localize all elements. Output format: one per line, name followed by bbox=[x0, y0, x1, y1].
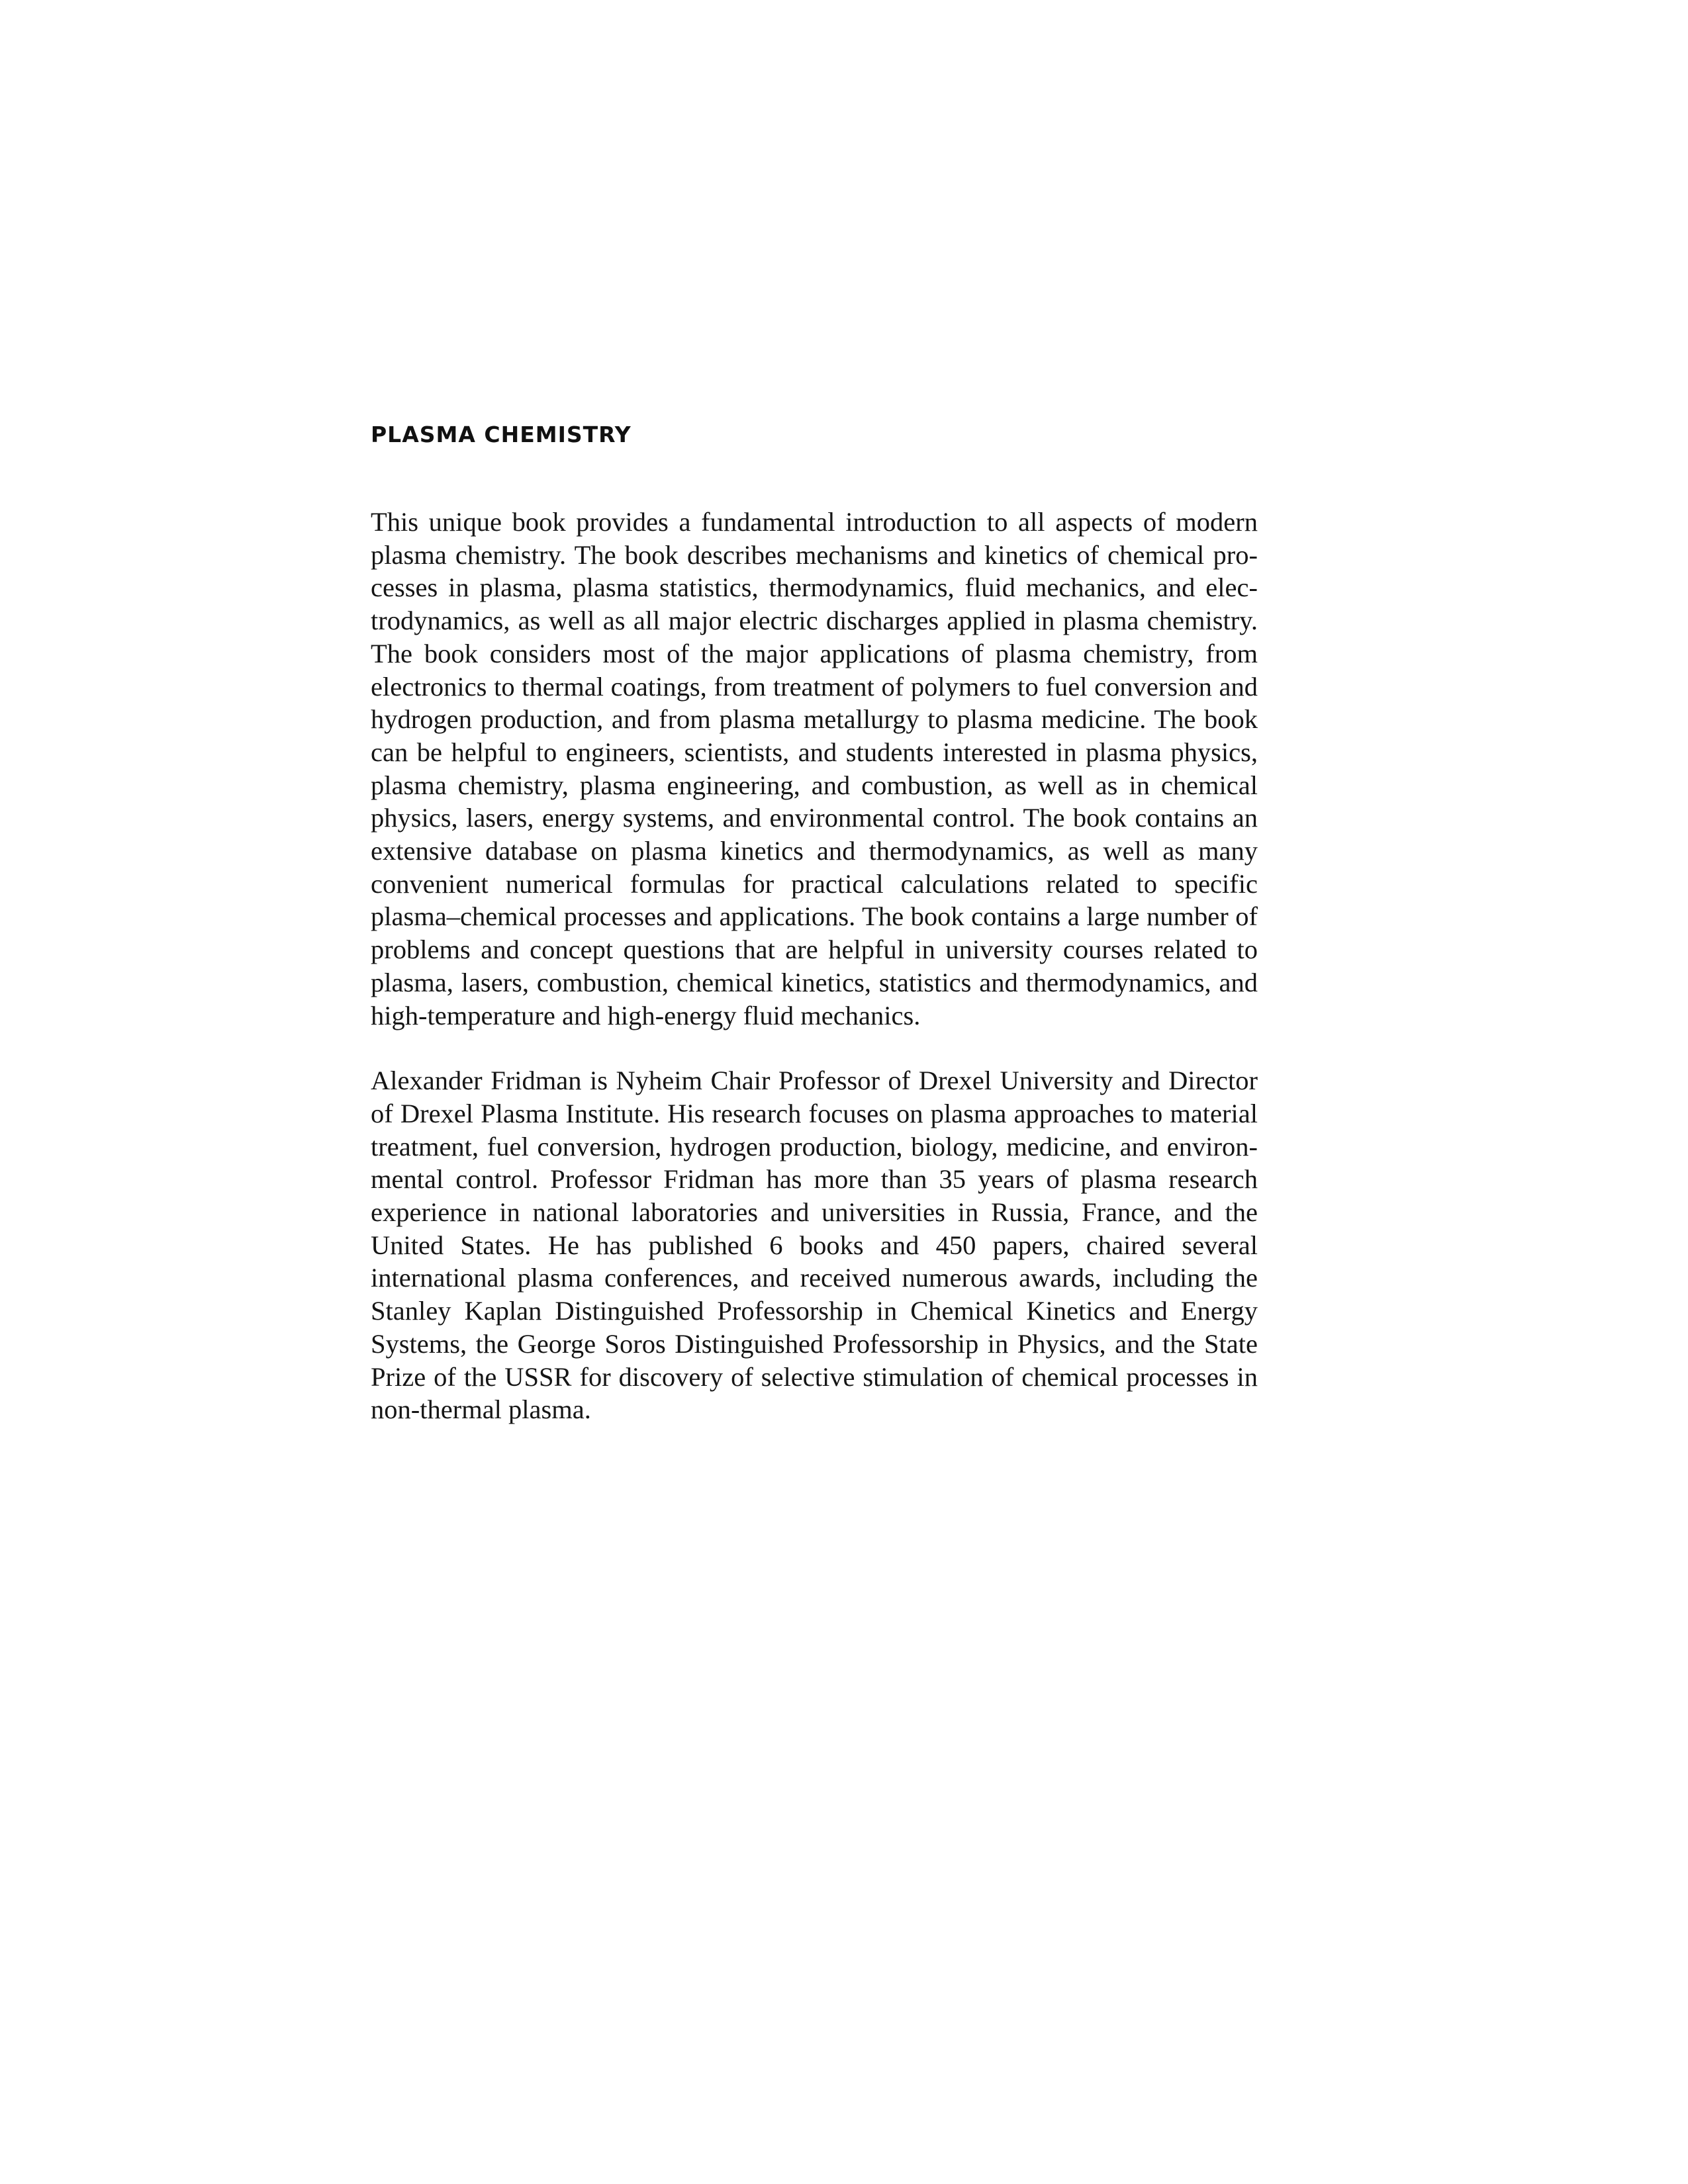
page-title: PLASMA CHEMISTRY bbox=[371, 422, 632, 447]
author-bio-paragraph: Alexander Fridman is Nyheim Chair Professor of Drexel University and Director of Drexel Plasma Institute. His research focuses on plasma approaches to material treatment, fuel conversion, hydrogen production, biology, medicine, and environmental control. Professor Fridman has more than 35 years of plasma research experience in national laboratories and universities in Russia, France, and the United States. He has published 6 books and 450 papers, chaired several international plasma conferences, and received numerous awards, including the Stanley Kaplan Distinguished Professorship in Chemical Kinetics and Energy Systems, the George Soros Distinguished Professorship in Physics, and the State Prize of the USSR for discovery of selective stimulation of chemical processes in non-thermal plasma. bbox=[371, 1066, 1258, 1425]
book-description-paragraph: This unique book provides a fundamental introduction to all aspects of modern plasma chemistry. The book describes mechanisms and kinetics of chemical processes in plasma, plasma statistics, thermodynamics, fluid mechanics, and electrodynamics, as well as all major electric discharges applied in plasma chemistry. The book considers most of the major applications of plasma chemistry, from electronics to thermal coatings, from treatment of polymers to fuel conversion and hydrogen production, and from plasma metallurgy to plasma medicine. The book can be helpful to engineers, scientists, and students interested in plasma physics, plasma chemistry, plasma engineering, and combustion, as well as in chemical physics, lasers, energy systems, and environmental control. The book contains an extensive database on plasma kinetics and thermodynamics, as well as many convenient numerical formulas for practical calculations related to specific plasma–chemical processes and applications. The book contains a large number of problems and concept questions that are helpful in university courses related to plasma, lasers, combustion, chemical kinetics, statistics and thermodynamics, and high-temperature and high-energy fluid mechanics. bbox=[371, 507, 1258, 1030]
text-block bbox=[371, 416, 1258, 1426]
